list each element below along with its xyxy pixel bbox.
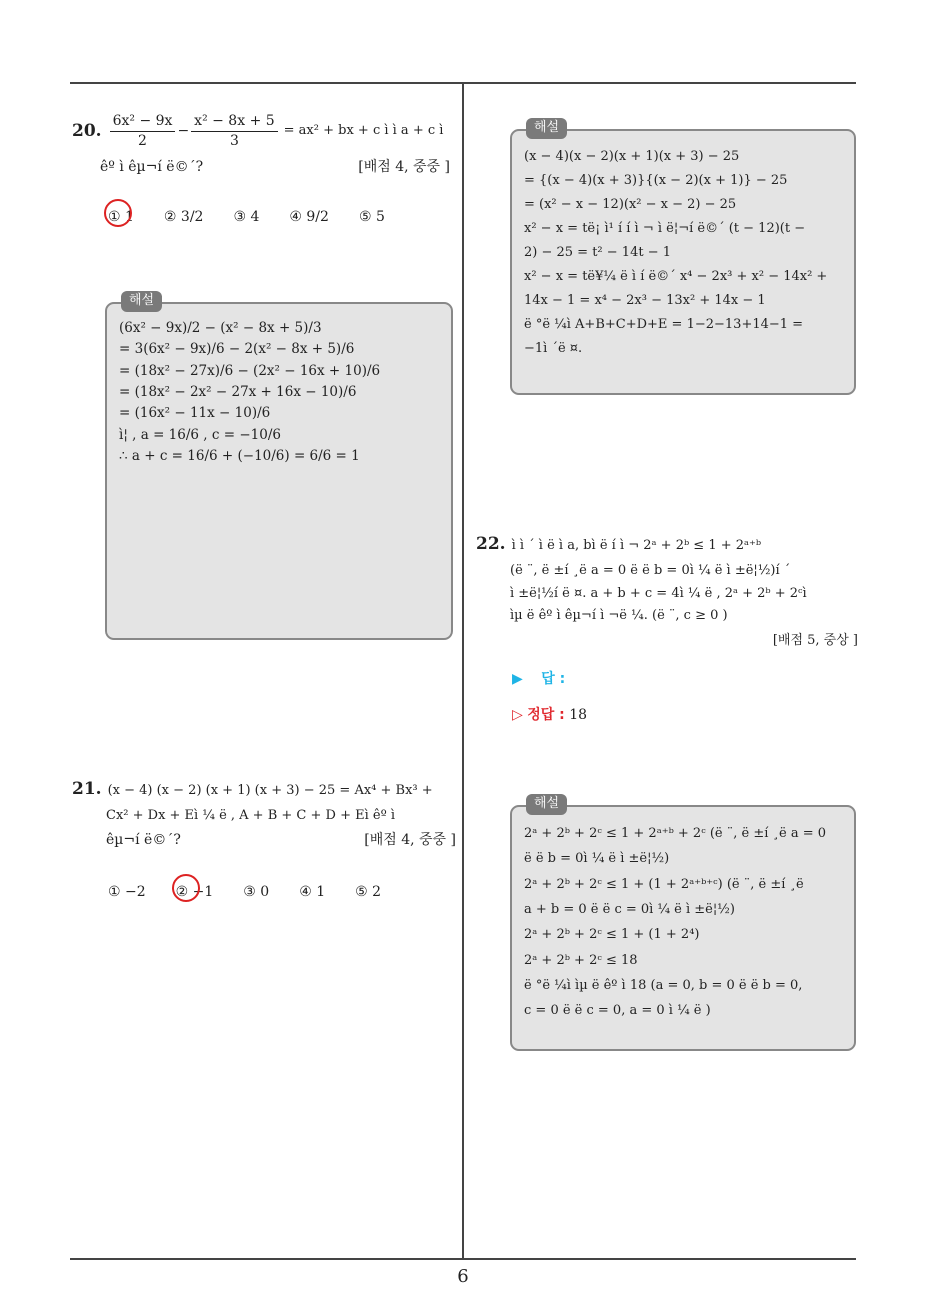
choice-list: [72, 880, 456, 905]
question-text: ìµ ë êº ì êµ¬í ì ¬ë ¼. (ë ¨, c ≥ 0 ): [510, 608, 728, 624]
correct-answer-line: [476, 703, 858, 728]
text-line: a + b = 0 ë ë c = 0ì ¼ ë ì ±ë¦½): [524, 902, 735, 918]
question-text: [476, 530, 858, 628]
choice-label: ② 3/2: [163, 209, 204, 226]
text-line: (x − 4)(x − 2)(x + 1)(x + 3) − 25: [524, 149, 740, 164]
text-line: 2ᵃ + 2ᵇ + 2ᶜ ≤ 18: [524, 952, 638, 968]
solution-body: [524, 821, 844, 1024]
text-line: = (18x² − 27x)/6 − (2x² − 16x + 10)/6: [119, 362, 381, 379]
correct-label: 정답 :: [527, 707, 565, 724]
choice-option[interactable]: [355, 880, 381, 905]
column-divider: [462, 83, 464, 1259]
solution-tag: 해설: [121, 291, 162, 312]
points-label: [배점 4, 중중 ]: [358, 158, 450, 175]
choice-label: ④ 9/2: [289, 209, 329, 226]
question-text: (x − 4) (x − 2) (x + 1) (x + 3) − 25 = Ax⁴ + Bx³ +: [107, 783, 433, 798]
choice-list: [72, 205, 450, 230]
solution-tag: 해설: [526, 794, 567, 815]
choice-option[interactable]: [108, 205, 134, 230]
solution-body: [119, 318, 441, 467]
choice-label: ① −2: [108, 884, 146, 900]
question-20-line1: 20. $\frac{\text{6x² − 9x}}{2}$ − $\frac{\text{x² − 8x + 5}}{3}$ = ax² + bx + c ì ì a + c ì: [72, 113, 444, 149]
selected-circle-mark: [172, 874, 200, 902]
solution-box: [105, 293, 453, 640]
answer-line: [476, 667, 858, 692]
text-line: c = 0 ë ë c = 0, a = 0 ì ¼ ë ): [524, 1003, 711, 1019]
correct-value: 18: [569, 707, 588, 724]
choice-option[interactable]: [289, 205, 329, 230]
solution-tag: 해설: [526, 118, 567, 139]
text-line: [476, 583, 858, 606]
text-line: ì¦ , a = 16/6 , c = −10/6: [119, 426, 281, 443]
text-line: = (18x² − 2x² − 27x + 16x − 10)/6: [119, 383, 357, 400]
choice-option[interactable]: [359, 205, 385, 230]
question-text: Cx² + Dx + Eì ¼ ë , A + B + C + D + Eì êº ì: [106, 807, 395, 823]
outline-play-icon: ▷: [512, 707, 523, 724]
solution-box: [510, 796, 856, 1051]
bottom-rule: [70, 1258, 856, 1260]
text-line: 2) − 25 = t² − 14t − 1: [524, 245, 671, 261]
choice-option[interactable]: [176, 880, 214, 905]
question-text: (ë ¨, ë ±í ¸ë a = 0 ë ë b = 0ì ¼ ë ì ±ë¦½)í ´: [510, 562, 791, 578]
question-20-line2: êº ì êµ¬í ë©´? [배점 4, 중중 ]: [72, 155, 450, 180]
text-line: ë ë b = 0ì ¼ ë ì ±ë¦½): [524, 851, 670, 867]
text-line: = {(x − 4)(x + 3)}{(x − 2)(x + 1)} − 25: [524, 173, 788, 189]
text-line: x² − x = të¡ ì¹ í í ì ¬ ì ë¦¬í ë©´ (t − 12)(t −: [524, 221, 806, 237]
question-22: [476, 530, 858, 728]
choice-option[interactable]: [164, 205, 204, 230]
fraction: $\frac{\text{x² − 8x + 5}}{3}$: [191, 112, 277, 151]
text-line: [476, 530, 858, 560]
choice-label: ⑤ 2: [355, 884, 382, 900]
choice-option[interactable]: [243, 880, 269, 905]
text-line: −1ì ´ë ¤.: [524, 341, 583, 357]
play-icon: ▶: [512, 670, 523, 687]
points-label: [배점 4, 중중 ]: [364, 831, 456, 848]
question-text: = ax² + bx + c ì ì a + c ì: [283, 123, 444, 139]
text-line: x² − x = të¥¼ ë ì í ë©´ x⁴ − 2x³ + x² − 14x² +: [524, 269, 828, 285]
choice-label: ⑤ 5: [358, 209, 385, 226]
choice-label: ③ 4: [233, 209, 260, 226]
question-text: ì ì ´ ì ë ì a, bì ë í ì ¬ 2ᵃ + 2ᵇ ≤ 1 + 2ᵃ⁺ᵇ: [511, 538, 762, 553]
question-text: ì ±ë¦½í ë ¤. a + b + c = 4ì ¼ ë , 2ᵃ + 2ᵇ + 2ᶜì: [510, 585, 807, 601]
solution-box: [510, 120, 856, 395]
points-label: [배점 5, 중상 ]: [772, 633, 858, 648]
text-line: 14x − 1 = x⁴ − 2x³ − 13x² + 14x − 1: [524, 293, 766, 309]
text-line: ë °ë ¼ì A+B+C+D+E = 1−2−13+14−1 =: [524, 317, 804, 333]
text-line: 2ᵃ + 2ᵇ + 2ᶜ ≤ 1 + (1 + 2ᵃ⁺ᵇ⁺ᶜ) (ë ¨, ë ±í ¸ë: [524, 876, 804, 892]
question-20: [72, 112, 450, 230]
question-number: 21.: [72, 779, 102, 799]
text-line: ∴ a + c = 16/6 + (−10/6) = 6/6 = 1: [119, 447, 360, 464]
choice-label: ② −1: [175, 884, 214, 900]
choice-option[interactable]: [233, 205, 259, 230]
text-line: (6x² − 9x)/2 − (x² − 8x + 5)/3: [119, 320, 322, 336]
choice-label: ③ 0: [243, 884, 270, 900]
question-number: 20.: [72, 120, 102, 141]
choice-option[interactable]: [299, 880, 325, 905]
text-line: = (x² − x − 12)(x² − x − 2) − 25: [524, 197, 737, 213]
choice-option[interactable]: [108, 880, 146, 905]
fraction: $\frac{\text{6x² − 9x}}{2}$: [110, 112, 176, 151]
text-line: [476, 560, 858, 583]
text-line: 2ᵃ + 2ᵇ + 2ᶜ ≤ 1 + (1 + 2⁴): [524, 927, 700, 943]
answer-label: 답 :: [541, 670, 566, 687]
choice-label: ④ 1: [299, 884, 326, 900]
text-line: = (16x² − 11x − 10)/6: [119, 405, 271, 422]
question-21: 21. (x − 4) (x − 2) (x + 1) (x + 3) − 25 = Ax⁴ + Bx³ + Cx² + Dx + Eì ¼ ë , A + B + C + D + Eì êº ì êµ¬í ë©´? [배점 4, 중중 ] ① −2 ② −1 ③ 0 ④ 1 ⑤ 2: [72, 775, 456, 905]
solution-body: [524, 145, 844, 361]
choice-label: ① 1: [108, 209, 134, 226]
text-line: ë °ë ¼ì ìµ ë êº ì 18 (a = 0, b = 0 ë ë b = 0,: [524, 978, 803, 994]
text-line: [476, 605, 858, 628]
text-line: = 3(6x² − 9x)/6 − 2(x² − 8x + 5)/6: [119, 341, 355, 358]
text-line: 2ᵃ + 2ᵇ + 2ᶜ ≤ 1 + 2ᵃ⁺ᵇ + 2ᶜ (ë ¨, ë ±í ¸ë a = 0: [524, 826, 827, 841]
question-number: 22.: [476, 534, 506, 554]
page-number: 6: [457, 1266, 469, 1287]
